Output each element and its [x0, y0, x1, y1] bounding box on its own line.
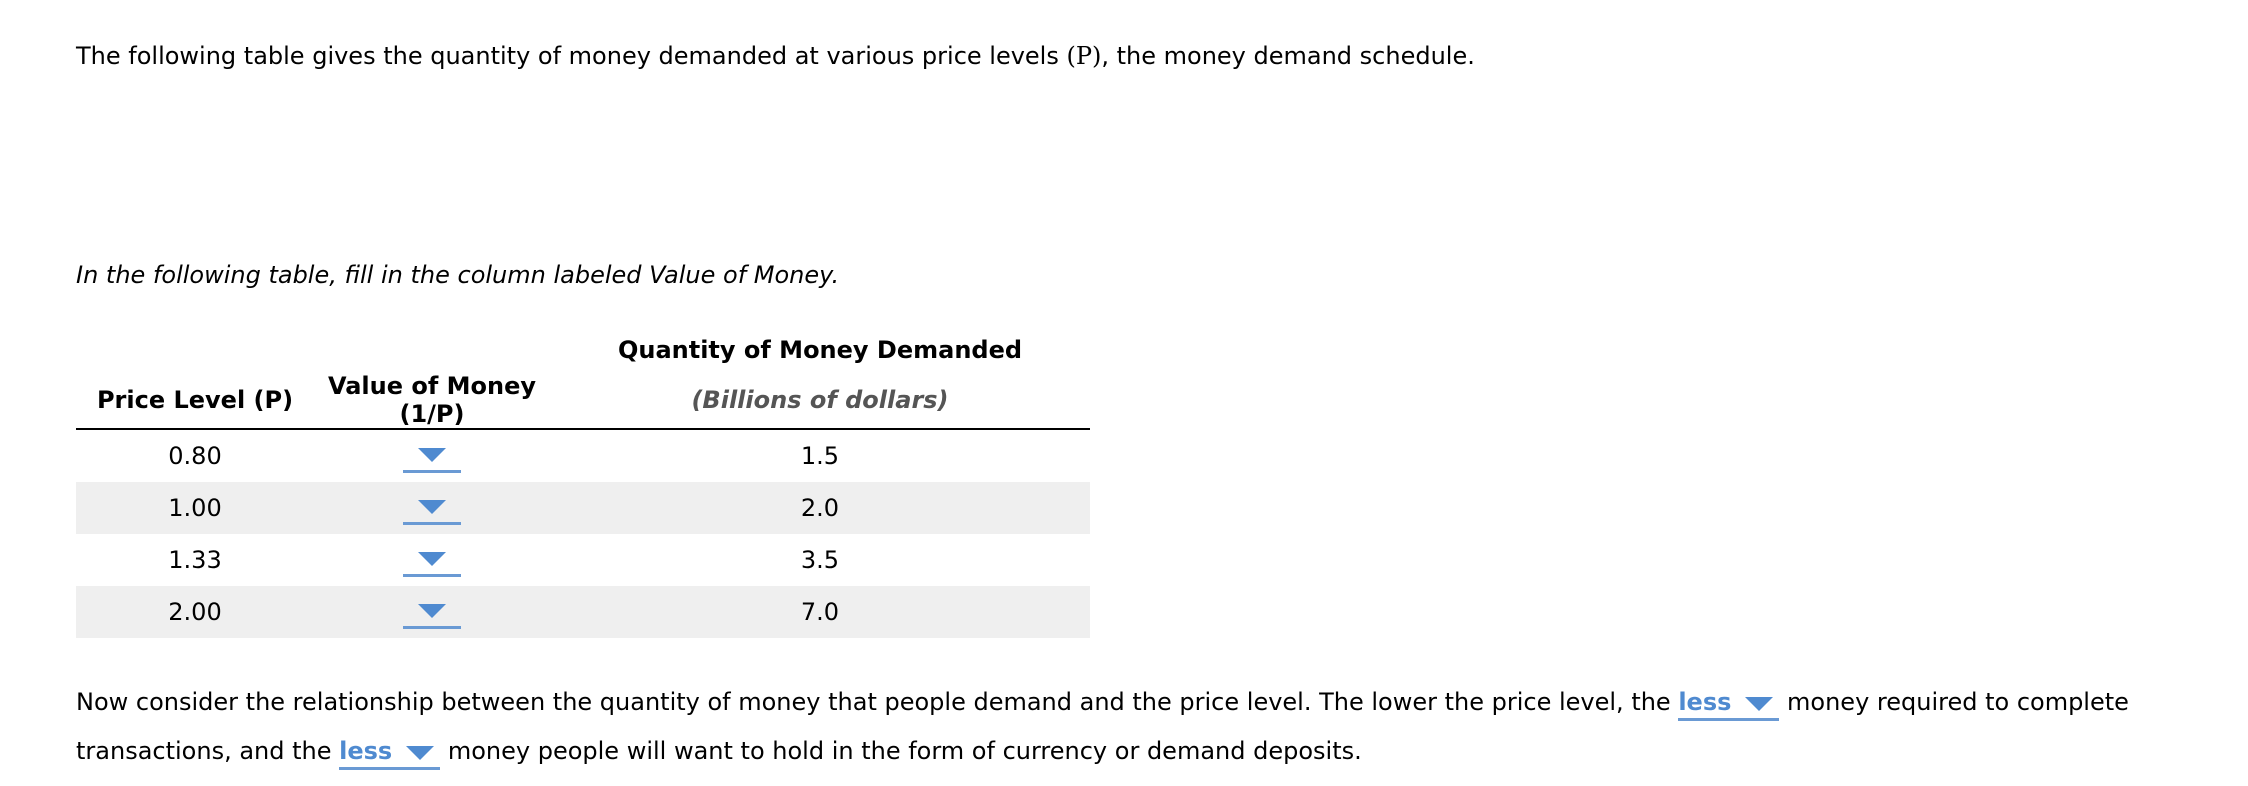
value-dropdown[interactable]: [403, 596, 461, 629]
price-cell: 1.00: [76, 482, 314, 534]
value-dropdown[interactable]: [403, 440, 461, 473]
value-dropdown[interactable]: [403, 492, 461, 525]
price-cell: 0.80: [168, 442, 222, 470]
intro-text: The following table gives the quantity of money demanded at various price levels (P), the money demand schedule.: [76, 42, 1475, 70]
triangle-down-icon: [418, 604, 446, 618]
quantity-cell: 7.0: [550, 586, 1090, 638]
table-row: [76, 586, 1090, 638]
quantity-cell: 3.5: [800, 546, 840, 574]
quantity-cell: 1.5: [800, 442, 840, 470]
triangle-down-icon: [418, 500, 446, 514]
value-dropdown[interactable]: [403, 544, 461, 577]
triangle-down-icon: [418, 448, 446, 462]
hold-money-dropdown[interactable]: less: [339, 735, 440, 770]
quantity-cell: 2.0: [550, 482, 1090, 534]
money-demand-table: [76, 328, 1090, 638]
triangle-down-icon: [1745, 697, 1773, 711]
value-header: Value of Money (1/P): [314, 372, 550, 429]
quantity-header: Quantity of Money Demanded: [617, 336, 1023, 364]
triangle-down-icon: [406, 746, 434, 760]
triangle-down-icon: [418, 552, 446, 566]
price-cell: 2.00: [76, 586, 314, 638]
table-row: [76, 482, 1090, 534]
table-row: [76, 429, 1090, 482]
relationship-paragraph: Now consider the relationship between the quantity of money that people demand and the price level. The lower the price level, the less money required to complete transactions, and the less money people will want to hold in the form of currency or demand deposits.: [76, 678, 2226, 776]
price-level-money-dropdown[interactable]: less: [1678, 686, 1779, 721]
units-header: (Billions of dollars): [550, 372, 1090, 429]
price-cell: 1.33: [168, 546, 222, 574]
price-symbol: (P): [1066, 42, 1102, 70]
table-row: [76, 534, 1090, 586]
instruction-text: In the following table, fill in the column labeled Value of Money.: [76, 261, 840, 289]
price-header: Price Level (P): [76, 372, 314, 429]
